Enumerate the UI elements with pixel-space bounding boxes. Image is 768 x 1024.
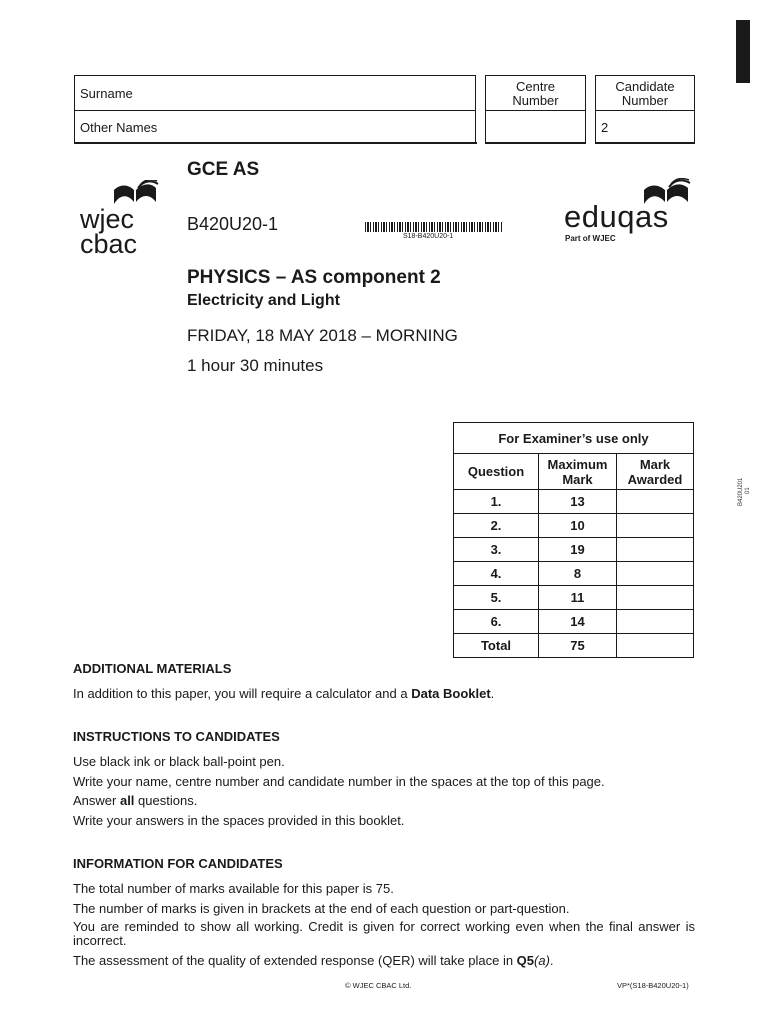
barcode-text: S18-B420U20-1 [403, 233, 454, 240]
surname-label: Surname [80, 86, 133, 101]
paper-code: B420U20-1 [187, 214, 279, 234]
surname-box[interactable] [74, 75, 476, 111]
cbac-text: cbac [80, 229, 138, 259]
table-row: 1. 13 [454, 490, 694, 514]
total-awarded-cell[interactable] [617, 634, 694, 658]
candidate-number-label-2: Number [621, 93, 669, 108]
paper-subtitle: Electricity and Light [187, 292, 340, 309]
wjec-logo [80, 180, 170, 260]
wjec-text: wjec [80, 204, 135, 234]
centre-number-label-1: Centre [515, 79, 556, 94]
additional-materials-heading: ADDITIONAL MATERIALS [73, 661, 232, 676]
registration-mark [736, 20, 750, 83]
mark-awarded-cell[interactable] [617, 538, 694, 562]
instructions-text: Use black ink or black ball-point pen. Write your name, centre number and candidate number in the spaces at the top of this page. Answer all questions. Write your answers in the spaces provided in this booklet. [73, 754, 605, 828]
footer-reference: VP*(S18-B420U20-1) [617, 981, 689, 990]
paper-duration: 1 hour 30 minutes [187, 356, 324, 375]
footer-copyright: © WJEC CBAC Ltd. [345, 981, 412, 990]
examiner-table-title: For Examiner’s use only [454, 423, 694, 454]
mark-awarded-cell[interactable] [617, 490, 694, 514]
paper-date: FRIDAY, 18 MAY 2018 – MORNING [187, 326, 458, 345]
candidate-number-value: 2 [601, 120, 609, 135]
side-code: B420U201 01 [738, 477, 751, 506]
eduqas-tagline: Part of WJEC [565, 234, 616, 243]
information-heading: INFORMATION FOR CANDIDATES [73, 856, 283, 871]
table-row: 4. 8 [454, 562, 694, 586]
additional-materials-text: In addition to this paper, you will require a calculator and a Data Booklet. [73, 686, 495, 701]
candidate-number-label-1: Candidate [615, 79, 675, 94]
other-names-label: Other Names [80, 120, 158, 135]
eduqas-text: eduqas [564, 199, 669, 234]
table-row: 2. 10 [454, 514, 694, 538]
table-total-row: Total 75 [454, 634, 694, 658]
candidate-number-label-box [595, 75, 695, 111]
barcode [365, 222, 503, 232]
col-mark-awarded: Mark Awarded [617, 454, 694, 490]
col-maximum-mark: Maximum Mark [539, 454, 617, 490]
information-text: The total number of marks available for this paper is 75. The number of marks is given in brackets at the end of each question or part-question. You are reminded to show all working. Credit is given for correct working even when the final answer is incorrect. The assessment of the quality of extended response (QER) will take place in Q5(a). [73, 881, 695, 968]
paper-level: GCE AS [187, 159, 260, 180]
mark-awarded-cell[interactable] [617, 514, 694, 538]
centre-number-label-box [485, 75, 586, 111]
centre-number-field[interactable] [485, 110, 586, 144]
candidate-number-field[interactable] [595, 110, 695, 144]
centre-number-label-2: Number [512, 93, 559, 108]
mark-awarded-cell[interactable] [617, 586, 694, 610]
paper-title: PHYSICS – AS component 2 [187, 267, 441, 288]
eduqas-logo [564, 178, 696, 248]
table-row: 5. 11 [454, 586, 694, 610]
examiner-table [453, 422, 694, 658]
header-underline [74, 142, 477, 144]
table-row: 6. 14 [454, 610, 694, 634]
other-names-box[interactable] [74, 110, 476, 143]
col-question: Question [454, 454, 539, 490]
table-row: 3. 19 [454, 538, 694, 562]
mark-awarded-cell[interactable] [617, 562, 694, 586]
mark-awarded-cell[interactable] [617, 610, 694, 634]
instructions-heading: INSTRUCTIONS TO CANDIDATES [73, 729, 280, 744]
